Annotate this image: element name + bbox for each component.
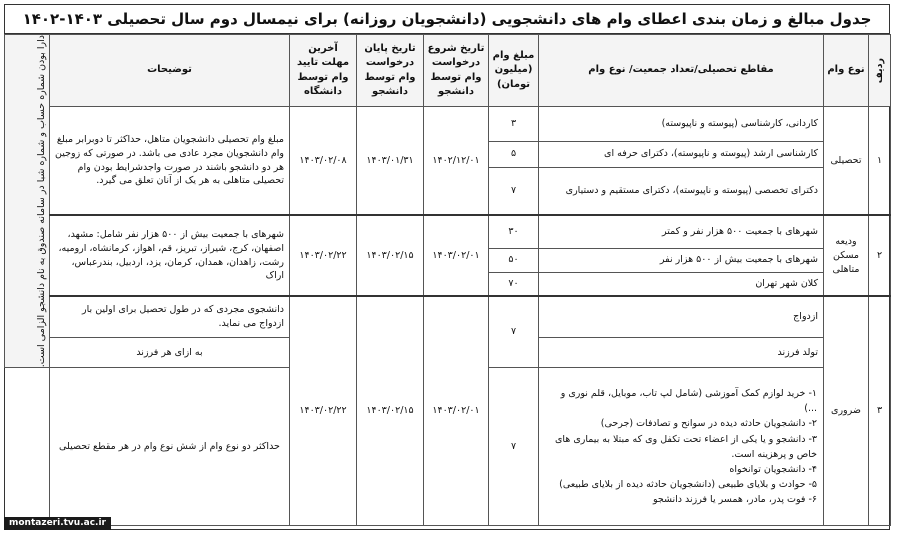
list-item: ۶- فوت پدر، مادر، همسر یا فرزند دانشجو [652, 494, 817, 506]
header-loan-type: نوع وام [824, 35, 869, 107]
row1-start-date: ۱۴۰۲/۱۲/۰۱ [424, 107, 489, 216]
row3-note: حداکثر دو نوع وام از شش نوع وام در هر مقطع تحصیلی [50, 368, 290, 526]
row3-amount-bottom: ۷ [489, 368, 539, 526]
list-item: ۱- خرید لوازم کمک آموزشی (شامل لپ تاب، موبایل، قلم نوری و ...) [560, 388, 817, 415]
row3-start-date: ۱۴۰۳/۰۲/۰۱ [424, 296, 489, 526]
source-watermark: montazeri.tvu.ac.ir [4, 517, 111, 530]
side-note-cell [5, 35, 50, 368]
row3-emergency-list [539, 368, 824, 526]
list-item: ۴- دانشجویان توانخواه [729, 463, 817, 475]
header-end-date: تاریخ پایان درخواست وام توسط دانشجو [357, 35, 424, 107]
row2-grade-3: کلان شهر تهران [539, 272, 824, 296]
loan-table [4, 34, 891, 526]
row2-number: ۲ [869, 215, 891, 296]
row1-amount-1: ۳ [489, 107, 539, 142]
row2-end-date: ۱۴۰۳/۰۲/۱۵ [357, 215, 424, 296]
row1-grade-2: کارشناسی ارشد (پیوسته و ناپیوسته)، دکترای حرفه ای [539, 141, 824, 167]
header-row-num: ردیف [869, 35, 891, 107]
row2-type: ودیعه مسکن متاهلی [824, 215, 869, 296]
row1-end-date: ۱۴۰۳/۰۱/۳۱ [357, 107, 424, 216]
row3-marriage-note: دانشجوی مجردی که در طول تحصیل برای اولین بار ازدواج می نماید. [50, 296, 290, 338]
table-row [5, 215, 891, 248]
header-approval-date: آخرین مهلت تایید وام توسط دانشگاه [290, 35, 357, 107]
row2-approval-date: ۱۴۰۳/۰۲/۲۲ [290, 215, 357, 296]
list-item: ۵- حوادث و بلایای طبیعی (دانشجویان حادثه دیده از بلایای طبیعی) [559, 479, 817, 491]
row1-amount-3: ۷ [489, 167, 539, 215]
row2-amount-1: ۳۰ [489, 215, 539, 248]
row2-note: شهرهای با جمعیت بیش از ۵۰۰ هزار نفر شامل: مشهد، اصفهان، کرج، شیراز، تبریز، قم، اهواز، کرمانشاه، ارومیه، رشت، زاهدان، همدان، کرمان، یزد، اردبیل، بندرعباس، اراک [50, 215, 290, 296]
row3-end-date: ۱۴۰۳/۰۲/۱۵ [357, 296, 424, 526]
row1-type: تحصیلی [824, 107, 869, 216]
row2-grade-2: شهرهای با جمعیت بیش از ۵۰۰ هزار نفر [539, 248, 824, 272]
row3-number: ۳ [869, 296, 891, 526]
header-amount: مبلغ وام (میلیون تومان) [489, 35, 539, 107]
list-item: ۲- دانشجویان حادثه دیده در سوانح و تصادفات (جرحی) [600, 418, 817, 430]
row2-amount-3: ۷۰ [489, 272, 539, 296]
table-row [5, 107, 891, 142]
row1-approval-date: ۱۴۰۳/۰۲/۰۸ [290, 107, 357, 216]
row3-child: تولد فرزند [539, 338, 824, 368]
page-title: جدول مبالغ و زمان بندی اعطای وام های دانشجویی (دانشجویان روزانه) برای نیمسال دوم سال تحصیلی ۱۴۰۳-۱۴۰۲ [4, 4, 890, 34]
table-row [5, 296, 891, 338]
row3-marriage: ازدواج [539, 296, 824, 338]
row1-grade-3: دکترای تخصصی (پیوسته و ناپیوسته)، دکترای مستقیم و دستیاری [539, 167, 824, 215]
row1-amount-2: ۵ [489, 141, 539, 167]
header-start-date: تاریخ شروع درخواست وام توسط دانشجو [424, 35, 489, 107]
side-note: دارا بودن شماره حساب و شماره شبا در سامانه صندوق به نام دانشجو الزامی است. [36, 35, 48, 368]
row1-number: ۱ [869, 107, 891, 216]
row3-amount-top: ۷ [489, 296, 539, 368]
row3-type: ضروری [824, 296, 869, 526]
header-notes: توضیحات [50, 35, 290, 107]
row3-approval-date: ۱۴۰۳/۰۲/۲۲ [290, 296, 357, 526]
row2-grade-1: شهرهای با جمعیت ۵۰۰ هزار نفر و کمتر [539, 215, 824, 248]
row1-grade-1: کاردانی، کارشناسی (پیوسته و ناپیوسته) [539, 107, 824, 142]
row1-note: مبلغ وام تحصیلی دانشجویان متاهل، حداکثر تا دوبرابر مبلغ وام دانشجویان مجرد عادی می باشد. در صورتی که زوجین هر دو دانشجو باشند در صورت واجدشرایط بودن وام تحصیلی متاهلی به هر یک از آنان تعلق می گیرد. [50, 107, 290, 216]
row3-child-note: به ازای هر فرزند [50, 338, 290, 368]
list-item: ۳- دانشجو و یا یکی از اعضاء تحت تکفل وی که مبتلا به بیماری های خاص و پرهزینه است. [554, 433, 817, 460]
header-grade: مقاطع تحصیلی/تعداد جمعیت/ نوع وام [539, 35, 824, 107]
header-row [5, 35, 891, 107]
row2-amount-2: ۵۰ [489, 248, 539, 272]
row2-start-date: ۱۴۰۳/۰۲/۰۱ [424, 215, 489, 296]
